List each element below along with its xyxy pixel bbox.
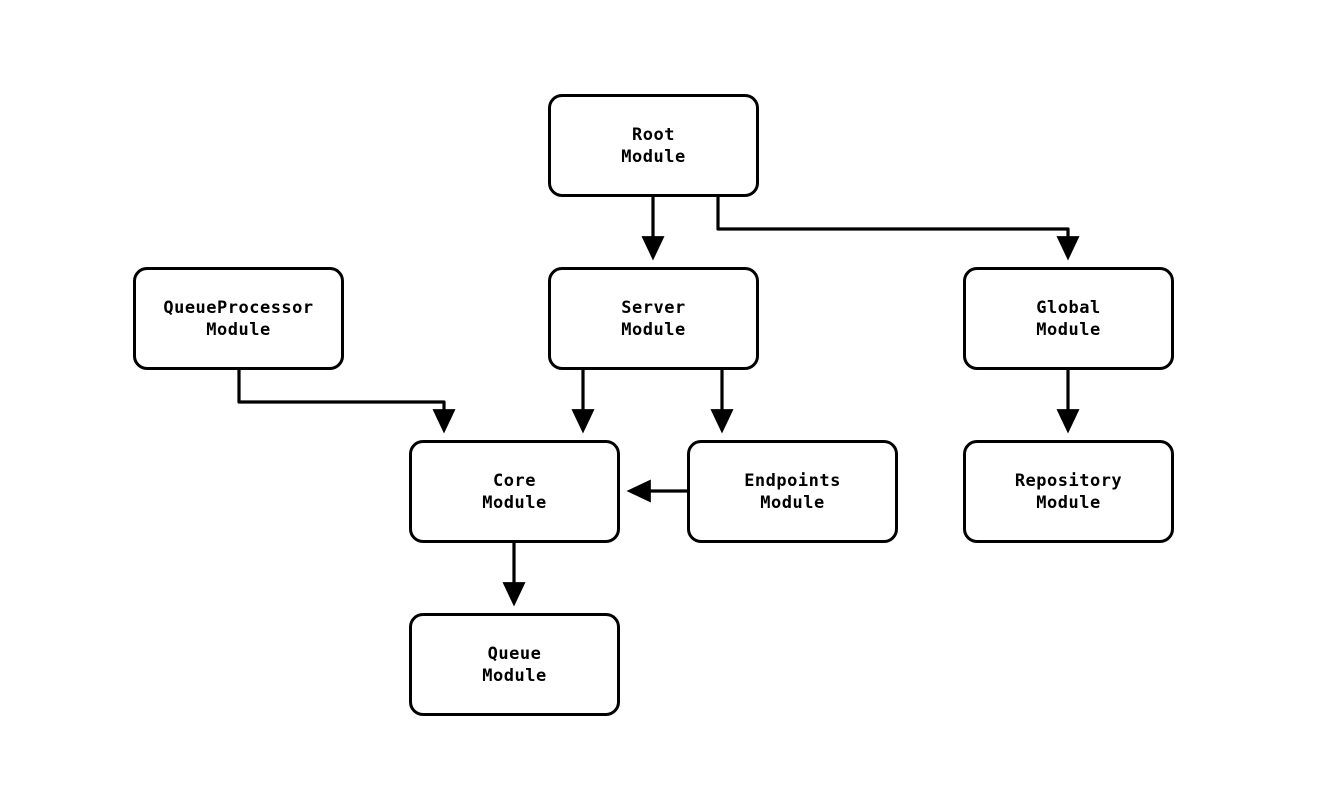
node-endpoints-module-line1: Endpoints bbox=[744, 470, 841, 491]
node-core-module[interactable] bbox=[409, 440, 620, 543]
node-endpoints-module[interactable] bbox=[687, 440, 898, 543]
node-queueprocessor-module-line1: QueueProcessor bbox=[163, 297, 314, 318]
node-queueprocessor-module[interactable] bbox=[133, 267, 344, 370]
node-core-module-line1: Core bbox=[493, 470, 536, 491]
node-endpoints-module-line2: Module bbox=[760, 492, 825, 513]
node-core-module-line2: Module bbox=[482, 492, 547, 513]
node-server-module[interactable] bbox=[548, 267, 759, 370]
node-global-module[interactable] bbox=[963, 267, 1174, 370]
node-queueprocessor-module-line2: Module bbox=[206, 319, 271, 340]
node-queue-module-line1: Queue bbox=[487, 643, 542, 664]
edge-queueprocessor-to-core bbox=[239, 370, 444, 429]
node-queue-module-line2: Module bbox=[482, 665, 547, 686]
node-server-module-line2: Module bbox=[621, 319, 686, 340]
node-root-module-line1: Root bbox=[632, 124, 675, 145]
node-global-module-line1: Global bbox=[1036, 297, 1101, 318]
node-repository-module-line2: Module bbox=[1036, 492, 1101, 513]
node-global-module-line2: Module bbox=[1036, 319, 1101, 340]
node-server-module-line1: Server bbox=[621, 297, 686, 318]
edge-root-to-global bbox=[718, 197, 1068, 256]
node-root-module[interactable] bbox=[548, 94, 759, 197]
node-root-module-line2: Module bbox=[621, 146, 686, 167]
node-repository-module-line1: Repository bbox=[1014, 470, 1123, 491]
node-queue-module[interactable] bbox=[409, 613, 620, 716]
node-repository-module[interactable] bbox=[963, 440, 1174, 543]
